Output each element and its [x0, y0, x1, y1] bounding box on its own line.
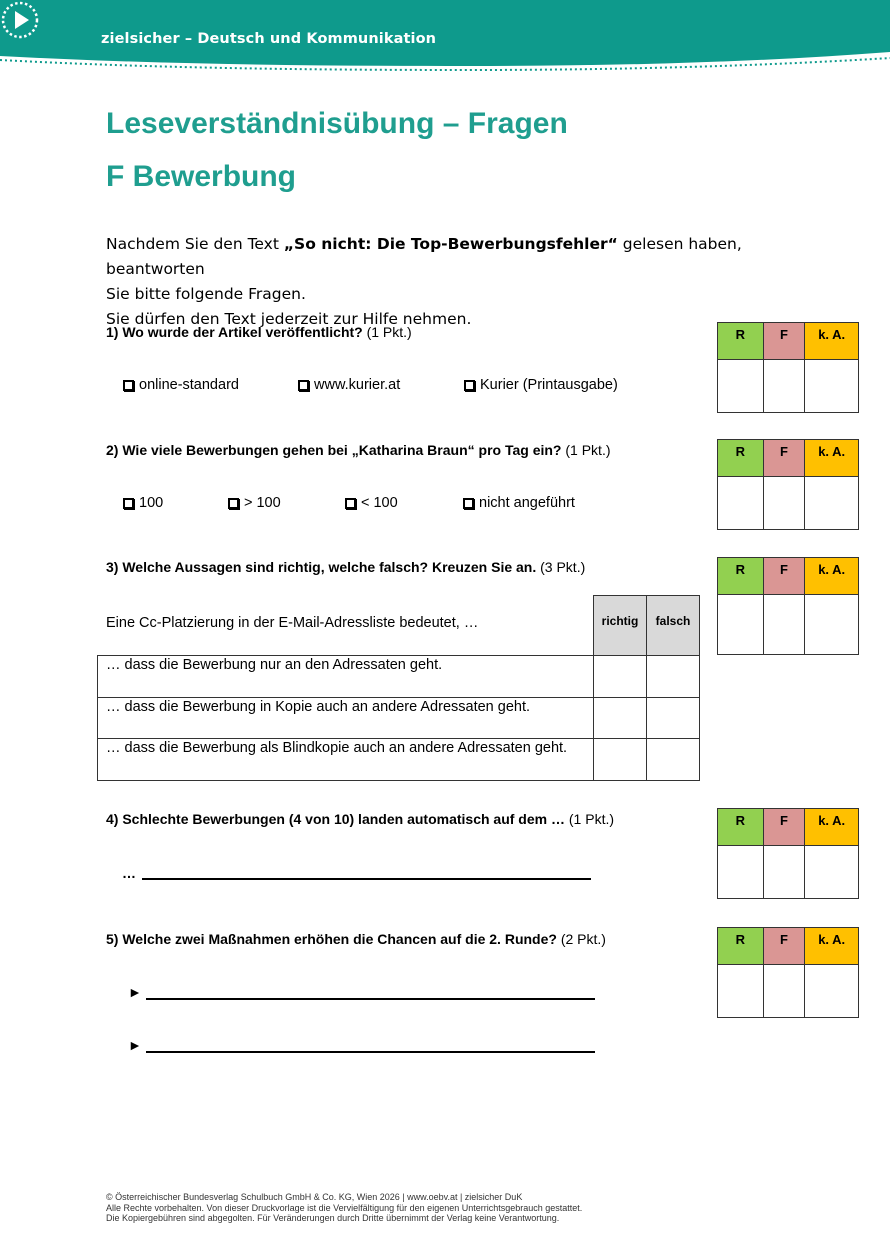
rating-f-box[interactable] [763, 965, 805, 1018]
rating-ka-box[interactable] [805, 360, 859, 413]
question-4-text: 4) Schlechte Bewerbungen (4 von 10) landen automatisch auf dem … [106, 811, 565, 827]
rating-grid-q5 [717, 927, 859, 1018]
question-2-points: (1 Pkt.) [561, 442, 611, 458]
checkbox-icon[interactable] [345, 498, 356, 509]
question-2 [106, 442, 611, 458]
falsch-box[interactable] [647, 697, 700, 739]
rating-ka-box[interactable] [805, 477, 859, 530]
rating-grid-q1 [717, 322, 859, 413]
true-false-header [593, 595, 700, 656]
brand-name: zielsicher – Deutsch und Kommunikation [101, 31, 437, 47]
question-5-text: 5) Welche zwei Maßnahmen erhöhen die Chancen auf die 2. Runde? [106, 931, 557, 947]
intro-line-3: Sie dürfen den Text jederzeit zur Hilfe nehmen. [106, 310, 472, 328]
play-logo-icon [0, 0, 40, 40]
question-1-text: 1) Wo wurde der Artikel veröffentlicht? [106, 324, 363, 340]
header-banner [0, 0, 890, 80]
q2-option-2[interactable] [228, 495, 281, 511]
rating-f-box[interactable] [763, 595, 805, 655]
footer-rights: Alle Rechte vorbehalten. Von dieser Druckvorlage ist die Vervielfältigung für den eigenen Unterrichtsgebrauch gestattet. [106, 1202, 583, 1213]
intro-text-end: gelesen haben, beantworten [106, 235, 742, 278]
checkbox-icon[interactable] [123, 380, 134, 391]
rating-ka-box[interactable] [805, 965, 859, 1018]
question-5 [106, 931, 606, 947]
falsch-box[interactable] [647, 656, 700, 698]
bullet-arrow-icon: ► [128, 1037, 142, 1053]
q2-option-3[interactable] [345, 495, 398, 511]
rating-grid-q2 [717, 439, 859, 530]
q1-option-3[interactable] [464, 377, 618, 393]
option-label: Kurier (Printausgabe) [480, 377, 618, 393]
rating-grid-q4 [717, 808, 859, 899]
statement-intro: Eine Cc-Platzierung in der E-Mail-Adressliste bedeutet, … [106, 615, 479, 631]
instructions [106, 232, 806, 332]
option-label: online-standard [139, 377, 239, 393]
option-label: 100 [139, 495, 164, 511]
rating-ka-label: k. A. [805, 440, 859, 477]
rating-r-label: R [718, 440, 764, 477]
statement-text: … dass die Bewerbung in Kopie auch an andere Adressaten geht. [98, 697, 594, 739]
rating-r-box[interactable] [718, 360, 764, 413]
rating-r-label: R [718, 323, 764, 360]
q2-option-4[interactable] [463, 495, 575, 511]
rating-grid-q3 [717, 557, 859, 655]
richtig-box[interactable] [594, 656, 647, 698]
option-label: www.kurier.at [314, 377, 401, 393]
column-richtig: richtig [594, 596, 647, 656]
rating-f-label: F [763, 928, 805, 965]
checkbox-icon[interactable] [463, 498, 474, 509]
option-label: < 100 [361, 495, 398, 511]
question-1 [106, 324, 412, 340]
answer-line-2[interactable] [146, 1051, 595, 1053]
q1-option-1[interactable] [123, 377, 239, 393]
question-2-text: 2) Wie viele Bewerbungen gehen bei „Katharina Braun“ pro Tag ein? [106, 442, 562, 458]
rating-r-box[interactable] [718, 595, 764, 655]
answer-lead: … [122, 865, 136, 881]
checkbox-icon[interactable] [298, 380, 309, 391]
table-row [98, 739, 700, 781]
answer-line-1[interactable] [146, 998, 595, 1000]
checkbox-icon[interactable] [123, 498, 134, 509]
question-4 [106, 811, 614, 827]
statements-table [97, 655, 700, 781]
rating-f-label: F [763, 558, 805, 595]
statement-text: … dass die Bewerbung als Blindkopie auch an andere Adressaten geht. [98, 739, 594, 781]
rating-f-box[interactable] [763, 477, 805, 530]
rating-f-box[interactable] [763, 360, 805, 413]
rating-r-label: R [718, 809, 764, 846]
question-3-text: 3) Welche Aussagen sind richtig, welche falsch? Kreuzen Sie an. [106, 559, 537, 575]
rating-r-label: R [718, 928, 764, 965]
rating-ka-label: k. A. [805, 928, 859, 965]
intro-text: Nachdem Sie den Text [106, 235, 284, 253]
question-4-points: (1 Pkt.) [565, 811, 615, 827]
table-row [98, 697, 700, 739]
q2-option-1[interactable] [123, 495, 163, 511]
question-3-points: (3 Pkt.) [536, 559, 586, 575]
table-row [98, 656, 700, 698]
page-subtitle: F Bewerbung [106, 160, 297, 193]
rating-f-label: F [763, 323, 805, 360]
richtig-box[interactable] [594, 697, 647, 739]
rating-r-box[interactable] [718, 846, 764, 899]
rating-ka-label: k. A. [805, 809, 859, 846]
rating-ka-box[interactable] [805, 846, 859, 899]
page-title: Leseverständnisübung – Fragen [106, 107, 568, 140]
intro-line-2: Sie bitte folgende Fragen. [106, 285, 306, 303]
rating-r-box[interactable] [718, 477, 764, 530]
falsch-box[interactable] [647, 739, 700, 781]
checkbox-icon[interactable] [464, 380, 475, 391]
footer [106, 1192, 582, 1224]
footer-fees: Die Kopiergebühren sind abgegolten. Für Veränderungen durch Dritte übernimmt der Verlag keine Verantwortung. [106, 1213, 560, 1223]
column-falsch: falsch [647, 596, 700, 656]
option-label: > 100 [244, 495, 281, 511]
option-label: nicht angeführt [479, 495, 575, 511]
rating-f-box[interactable] [763, 846, 805, 899]
article-title: „So nicht: Die Top-Bewerbungsfehler“ [283, 235, 618, 253]
rating-f-label: F [763, 440, 805, 477]
question-1-points: (1 Pkt.) [362, 324, 412, 340]
rating-ka-label: k. A. [805, 323, 859, 360]
statement-text: … dass die Bewerbung nur an den Adressaten geht. [98, 656, 594, 698]
question-5-points: (2 Pkt.) [556, 931, 606, 947]
checkbox-icon[interactable] [228, 498, 239, 509]
richtig-box[interactable] [594, 739, 647, 781]
q1-option-2[interactable] [298, 377, 400, 393]
rating-r-label: R [718, 558, 764, 595]
footer-copyright: © Österreichischer Bundesverlag Schulbuch GmbH & Co. KG, Wien 2026 | www.oebv.at | zielsicher DuK [106, 1192, 523, 1202]
answer-line[interactable] [142, 878, 591, 880]
bullet-arrow-icon: ► [128, 984, 142, 1000]
rating-ka-label: k. A. [805, 558, 859, 595]
rating-ka-box[interactable] [805, 595, 859, 655]
question-3 [106, 559, 585, 575]
rating-r-box[interactable] [718, 965, 764, 1018]
rating-f-label: F [763, 809, 805, 846]
